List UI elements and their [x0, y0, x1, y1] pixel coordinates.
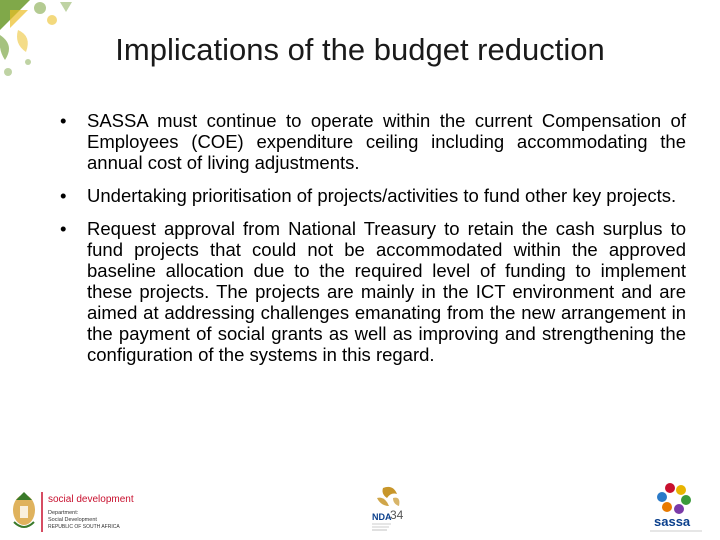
dept-name: social development	[48, 494, 134, 505]
bullet-list	[60, 110, 686, 377]
dept-line3: REPUBLIC OF SOUTH AFRICA	[48, 524, 120, 530]
bullet-marker: •	[60, 185, 67, 206]
list-item	[60, 110, 686, 173]
bullet-text: Request approval from National Treasury to retain the cash surplus to fund projects that could not be accommodated within the approved baseline allocation due to the required level of funding to implement these projects. The projects are mainly in the ICT environment and are aimed at addressing challenges emanating from the new arrangement in the payment of social grants as well as improving and strengthening the configuration of the systems in this regard.	[87, 218, 686, 365]
sassa-label: sassa	[654, 514, 691, 529]
nda-label: NDA	[372, 512, 392, 522]
bullet-text: Undertaking prioritisation of projects/activities to fund other key projects.	[87, 185, 677, 206]
bullet-text: SASSA must continue to operate within the current Compensation of Employees (COE) expenditure ceiling including accommodating the annual cost of living adjustments.	[87, 110, 686, 173]
coat-of-arms-icon	[13, 492, 35, 527]
page-number: 34	[390, 508, 404, 522]
slide-title: Implications of the budget reduction	[115, 32, 605, 67]
list-item	[60, 218, 686, 365]
sassa-logo	[640, 478, 715, 538]
dept-line2: Social Development	[48, 517, 97, 523]
sassa-emblem-icon	[657, 483, 691, 514]
nda-emblem-icon	[377, 487, 399, 506]
list-item	[60, 185, 686, 206]
social-development-logo	[8, 488, 178, 536]
bullet-marker: •	[60, 218, 67, 239]
dept-line1: Department:	[48, 510, 79, 516]
bullet-marker: •	[60, 110, 67, 131]
